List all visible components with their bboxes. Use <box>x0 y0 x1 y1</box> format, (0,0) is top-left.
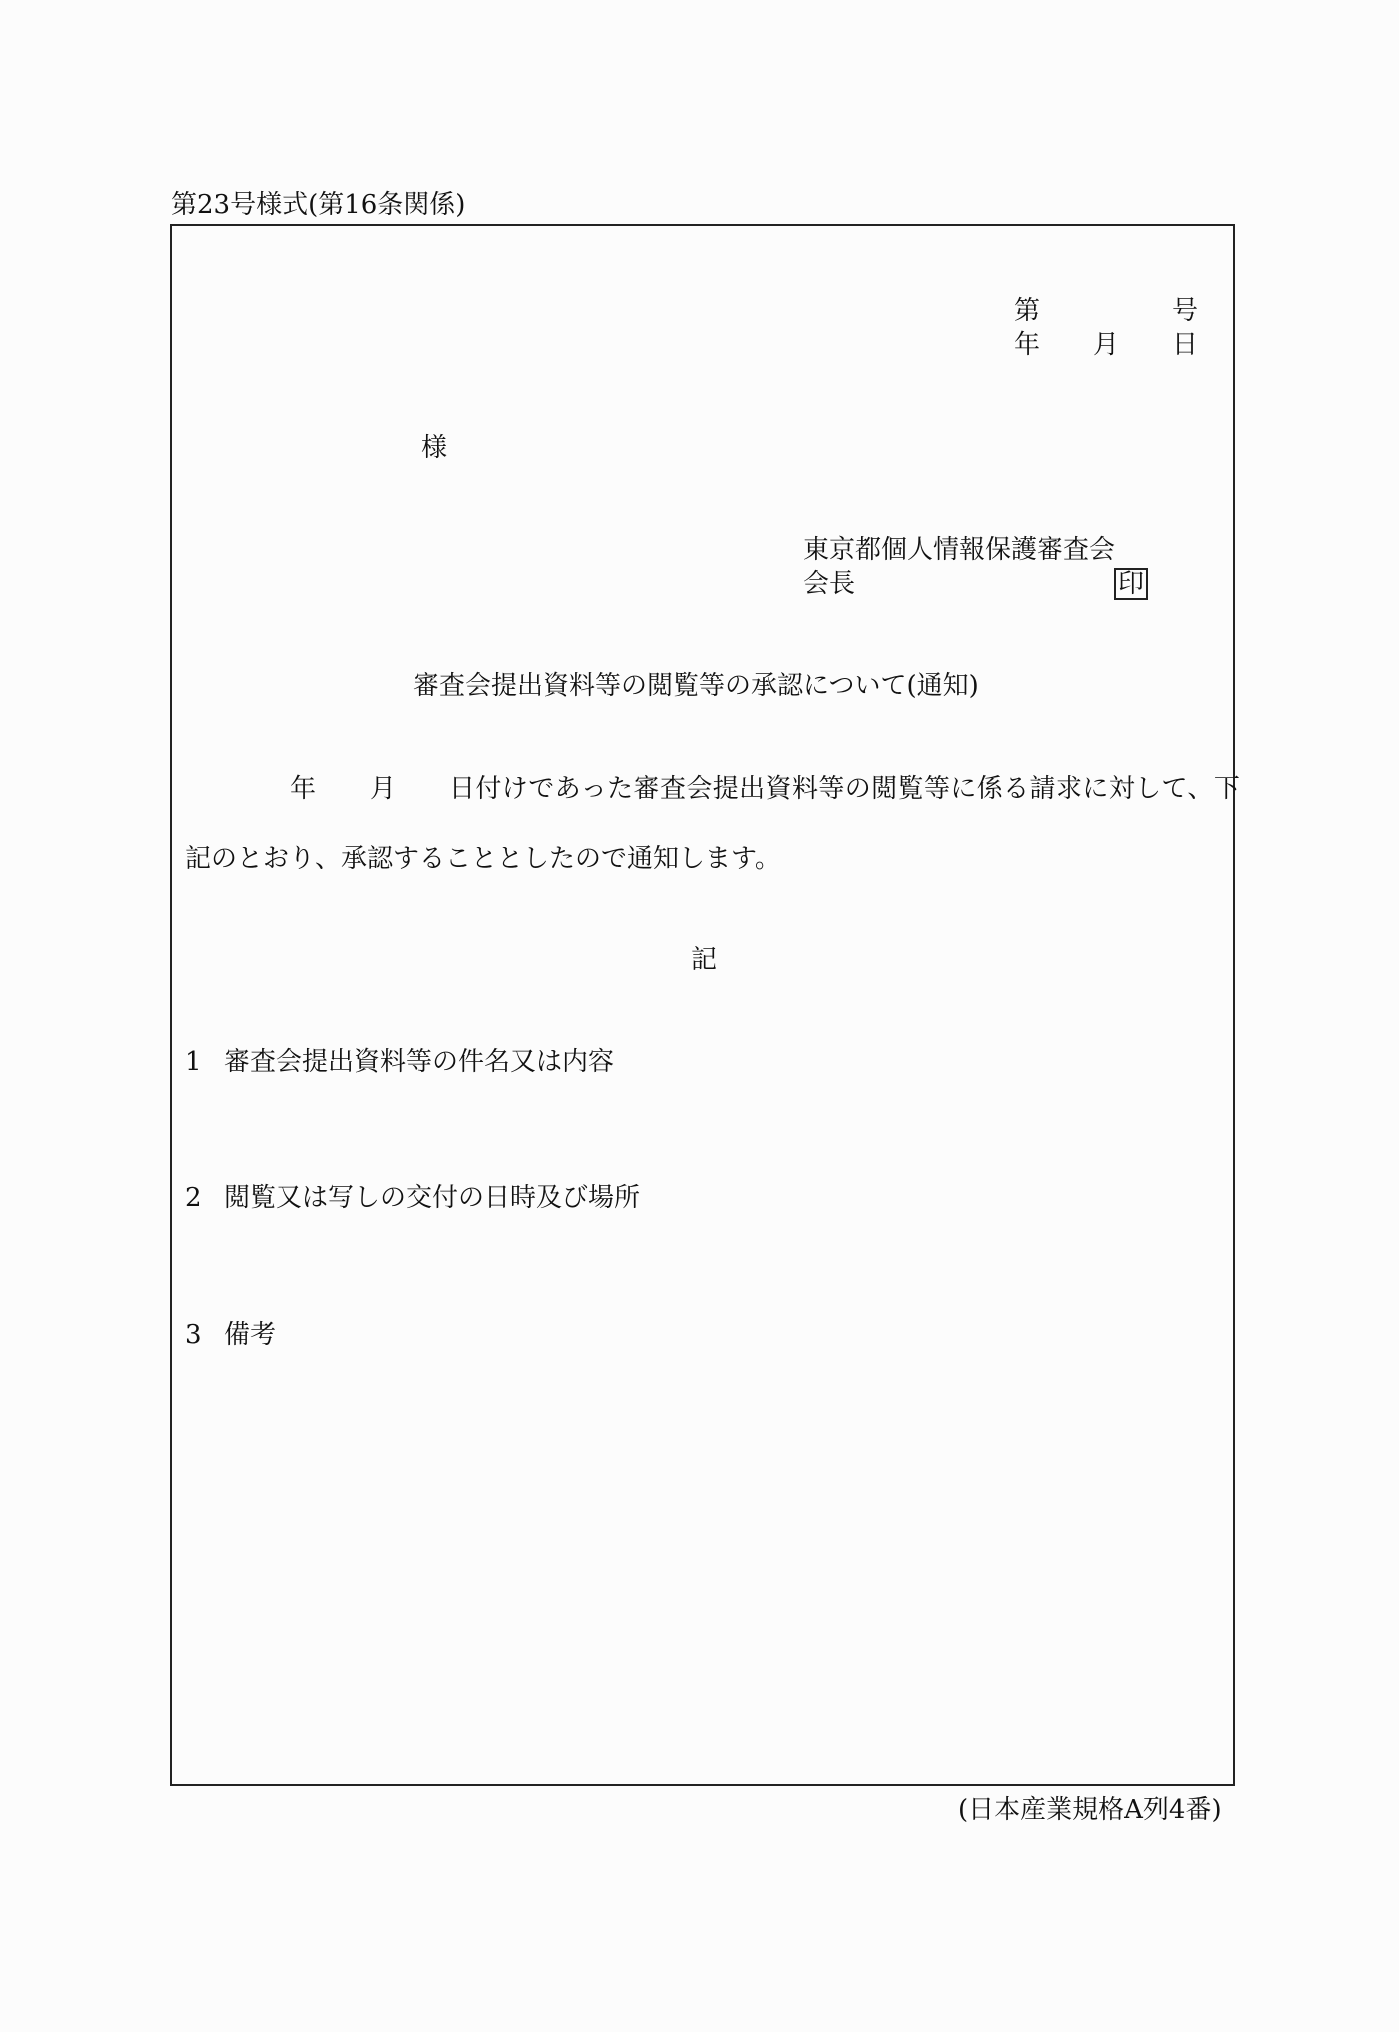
document-title: 審査会提出資料等の閲覧等の承認について(通知) <box>413 671 979 701</box>
body-year: 年 <box>290 774 317 804</box>
item-3-label: 備考 <box>224 1320 277 1350</box>
form-number: 第23号様式(第16条関係) <box>171 190 466 220</box>
number-dai: 第 <box>1014 296 1041 326</box>
item-2-label: 閲覧又は写しの交付の日時及び場所 <box>224 1183 641 1213</box>
body-month: 月 <box>370 774 397 804</box>
sender-organization: 東京都個人情報保護審査会 <box>803 535 1116 565</box>
body-line1: 日付けであった審査会提出資料等の閲覧等に係る請求に対して、下 <box>449 774 1241 804</box>
addressee-honorific: 様 <box>421 433 448 463</box>
item-3-number: 3 <box>185 1320 202 1350</box>
paper-size-note: (日本産業規格A列4番) <box>958 1795 1222 1825</box>
date-year: 年 <box>1014 330 1041 360</box>
date-month: 月 <box>1093 330 1120 360</box>
seal-box: 印 <box>1114 568 1148 600</box>
body-line2: 記のとおり、承認することとしたので通知します。 <box>185 844 781 874</box>
ki-marker: 記 <box>691 945 718 975</box>
form-frame <box>170 224 1235 1786</box>
date-day: 日 <box>1172 330 1199 360</box>
item-2-number: 2 <box>185 1183 202 1213</box>
sender-title: 会長 <box>803 569 856 599</box>
seal-mark <box>1114 568 1148 600</box>
item-1-label: 審査会提出資料等の件名又は内容 <box>224 1047 615 1077</box>
number-go: 号 <box>1172 296 1199 326</box>
item-1-number: 1 <box>185 1047 202 1077</box>
